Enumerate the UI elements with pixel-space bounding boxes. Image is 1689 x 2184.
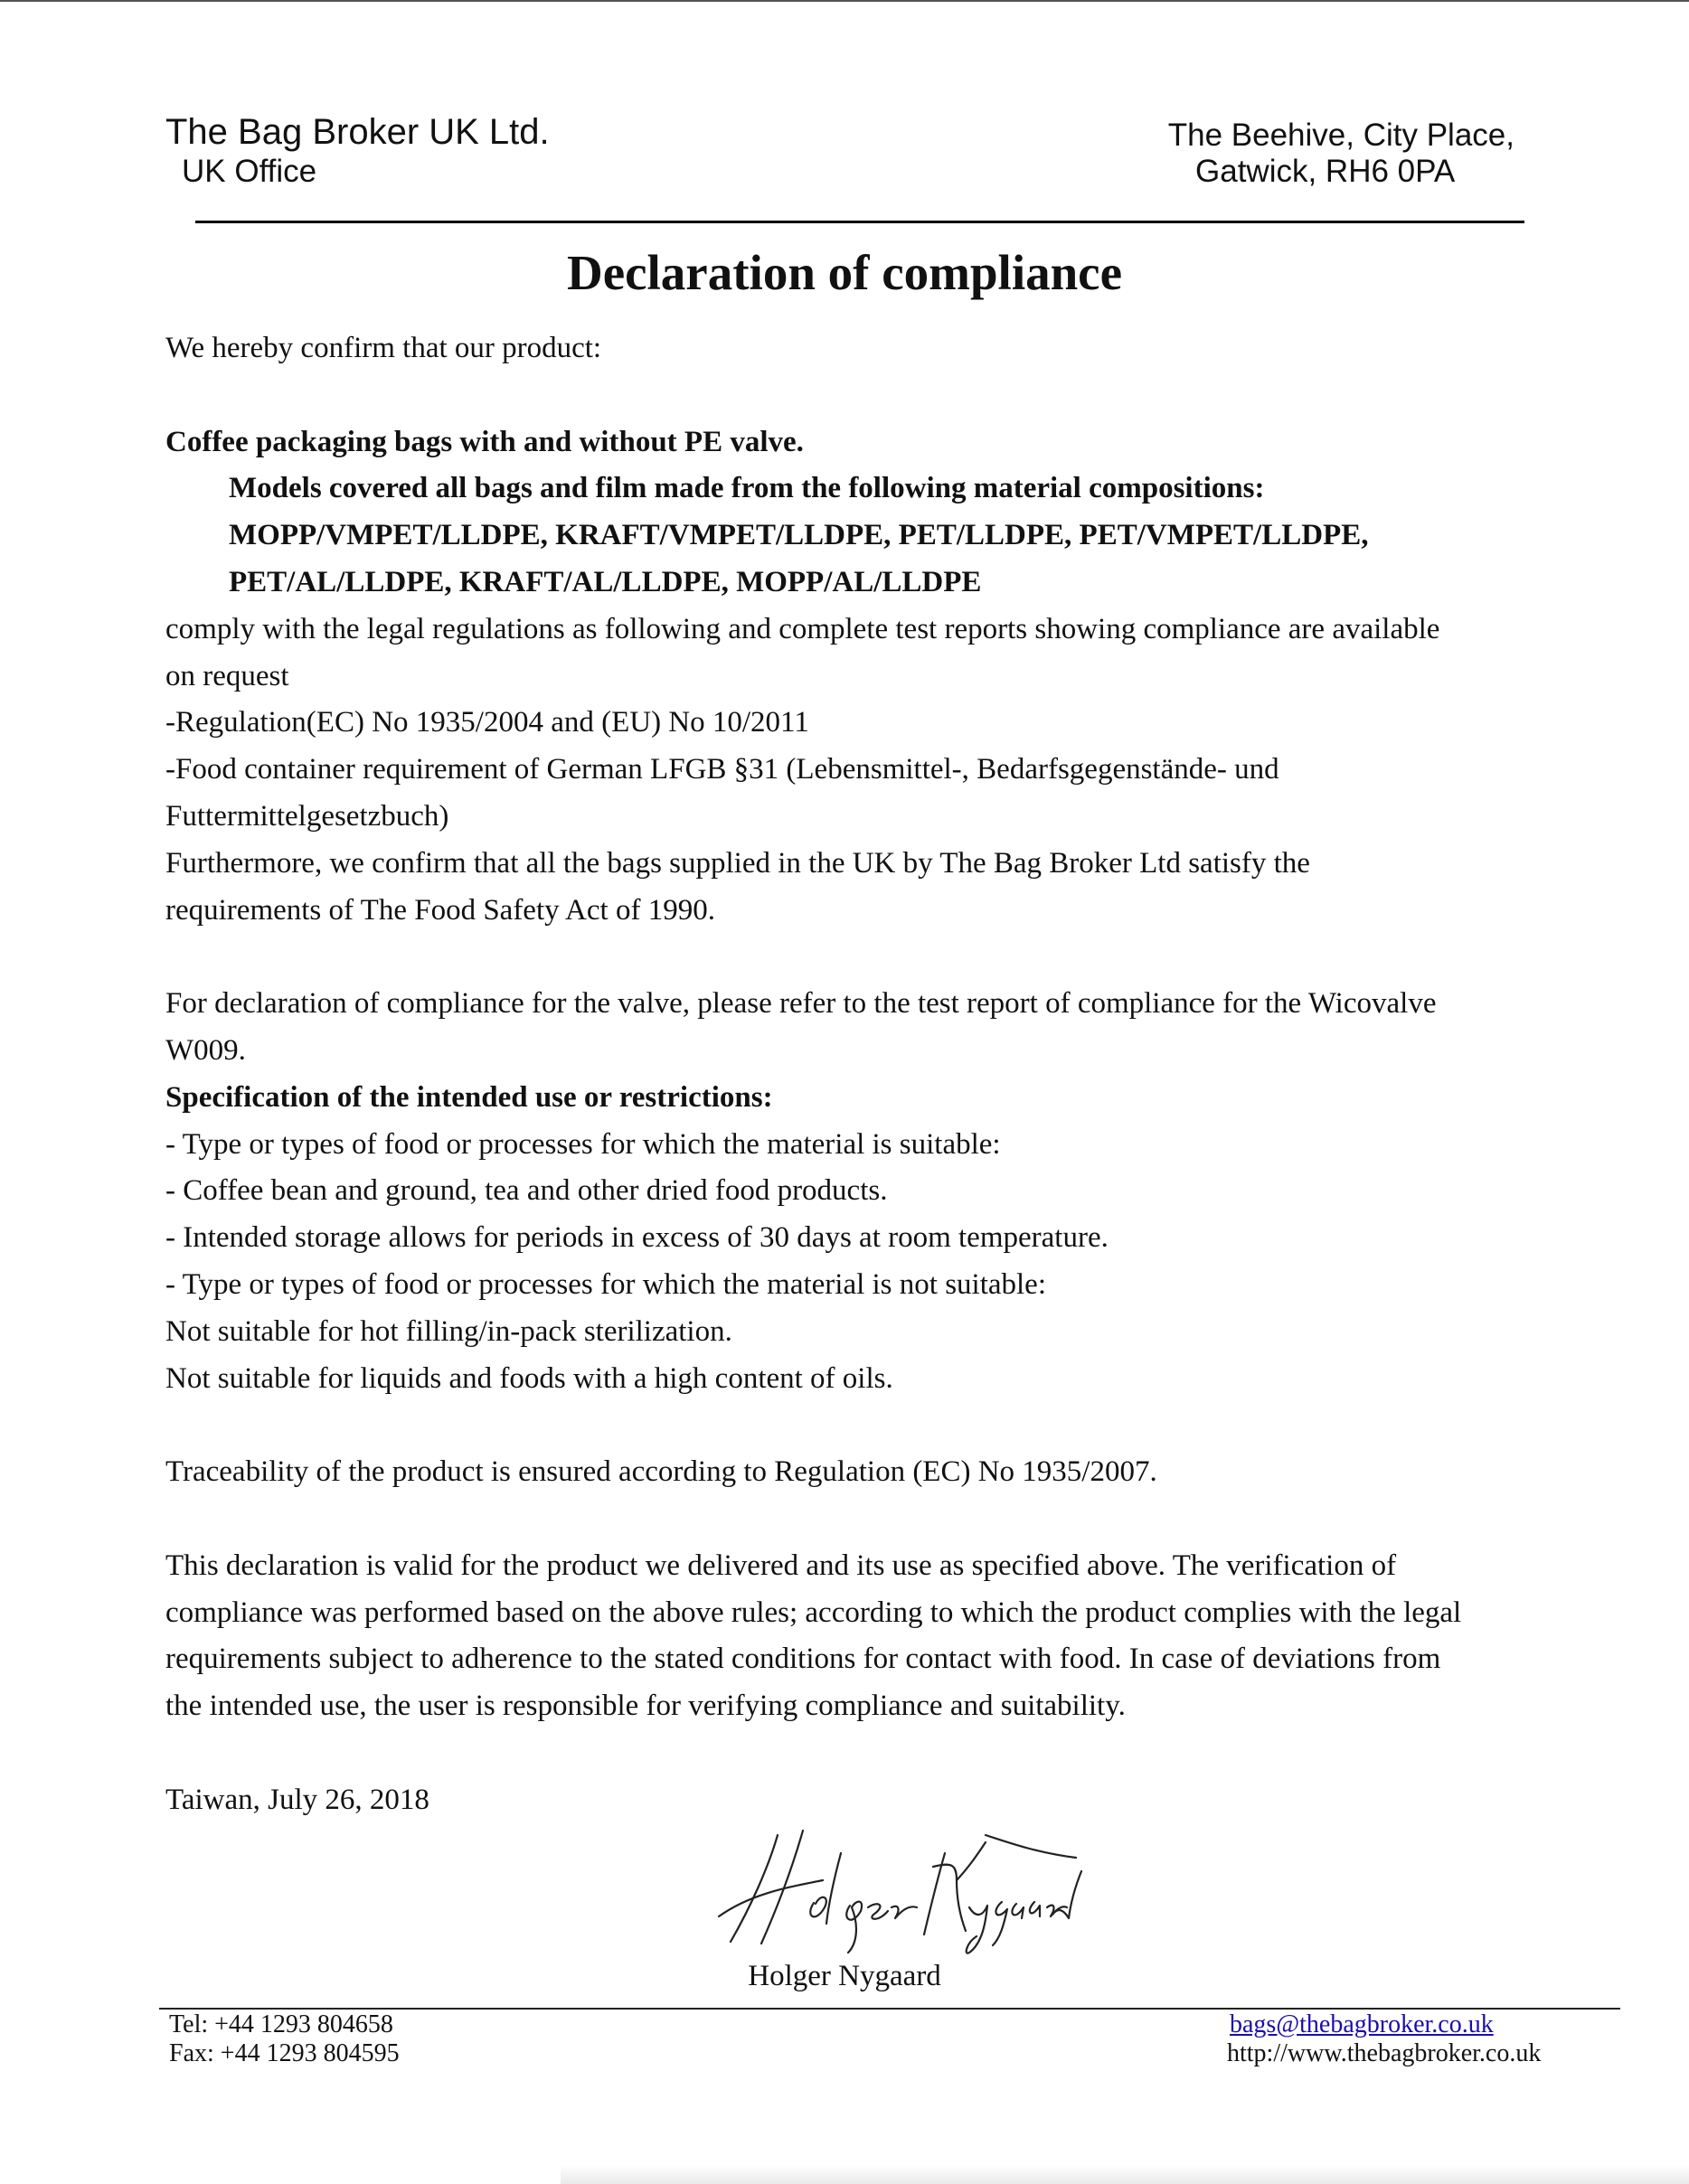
spec-heading: Specification of the intended use or restrictions: xyxy=(165,1080,773,1114)
traceability-text: Traceability of the product is ensured according to Regulation (EC) No 1935/2007. xyxy=(165,1455,1157,1489)
email-link[interactable]: bags@thebagbroker.co.uk xyxy=(1230,2010,1494,2038)
top-border xyxy=(0,0,1689,2)
validity-line-1: This declaration is valid for the product we delivered and its use as specified above. The verification of xyxy=(165,1549,1397,1582)
spec-item-6: Not suitable for liquids and foods with a high content of oils. xyxy=(165,1361,893,1395)
spec-item-1: - Type or types of food or processes for which the material is suitable: xyxy=(165,1127,1001,1161)
page-bottom-shadow xyxy=(561,2165,1689,2184)
office-label: UK Office xyxy=(182,154,317,189)
spacer xyxy=(165,934,1540,981)
spec-item-4: - Type or types of food or processes for which the material is not suitable: xyxy=(165,1267,1046,1301)
valve-note-line-2: W009. xyxy=(165,1033,246,1067)
validity-line-2: compliance was performed based on the above rules; according to which the product complies with the legal xyxy=(165,1596,1462,1629)
document-title: Declaration of compliance xyxy=(566,245,1123,300)
footer-rule xyxy=(159,2008,1620,2010)
comply-text-line-1: comply with the legal regulations as following and complete test reports showing compliance are available xyxy=(165,612,1440,645)
intro-text: We hereby confirm that our product: xyxy=(165,332,602,364)
spec-item-3: - Intended storage allows for periods in excess of 30 days at room temperature. xyxy=(165,1221,1109,1255)
models-heading: Models covered all bags and film made from the following material compositions: xyxy=(229,472,1265,505)
furthermore-line-2: requirements of The Food Safety Act of 1990. xyxy=(165,893,715,927)
spec-item-2: - Coffee bean and ground, tea and other dried food products. xyxy=(165,1174,888,1208)
website-url: http://www.thebagbroker.co.uk xyxy=(1227,2039,1542,2067)
spacer xyxy=(165,1402,1540,1449)
models-list-line-2: PET/AL/LLDPE, KRAFT/AL/LLDPE, MOPP/AL/LLDPE xyxy=(229,565,982,598)
address-line-2: Gatwick, RH6 0PA xyxy=(1195,154,1456,189)
signer-name: Holger Nygaard xyxy=(748,1960,941,1992)
address-line-1: The Beehive, City Place, xyxy=(1167,118,1514,153)
product-name: Coffee packaging bags with and without PE valve. xyxy=(165,425,804,458)
spacer xyxy=(165,372,1540,419)
footer-fax: Fax: +44 1293 804595 xyxy=(169,2039,400,2067)
validity-line-4: the intended use, the user is responsible for verifying compliance and suitability. xyxy=(165,1690,1126,1723)
spacer xyxy=(165,1496,1540,1543)
spec-item-5: Not suitable for hot filling/in-pack sterilization. xyxy=(165,1314,732,1348)
place-and-date: Taiwan, July 26, 2018 xyxy=(165,1783,429,1816)
regulation-item-1: -Regulation(EC) No 1935/2004 and (EU) No 10/2011 xyxy=(165,706,809,739)
valve-note-line-1: For declaration of compliance for the valve, please refer to the test report of compliance for the Wicovalve xyxy=(165,987,1437,1021)
spacer xyxy=(165,1730,1540,1777)
validity-line-3: requirements subject to adherence to the stated conditions for contact with food. In case of deviations from xyxy=(165,1643,1441,1676)
regulation-item-2-line-2: Futtermittelgesetzbuch) xyxy=(165,799,449,833)
company-name: The Bag Broker UK Ltd. xyxy=(165,112,550,152)
regulation-item-2-line-1: -Food container requirement of German LFGB §31 (Lebensmittel-, Bedarfsgegenstände- und xyxy=(165,753,1279,786)
header-rule-left xyxy=(195,221,387,223)
declaration-body xyxy=(165,325,1540,1824)
comply-text-line-2: on request xyxy=(165,659,289,692)
furthermore-line-1: Furthermore, we confirm that all the bags supplied in the UK by The Bag Broker Ltd satisfy the xyxy=(165,846,1310,880)
header-rule-right xyxy=(387,221,1524,223)
handwritten-signature xyxy=(714,1817,1085,1962)
footer-tel: Tel: +44 1293 804658 xyxy=(169,2010,393,2038)
models-list-line-1: MOPP/VMPET/LLDPE, KRAFT/VMPET/LLDPE, PET/LLDPE, PET/VMPET/LLDPE, xyxy=(229,519,1369,552)
